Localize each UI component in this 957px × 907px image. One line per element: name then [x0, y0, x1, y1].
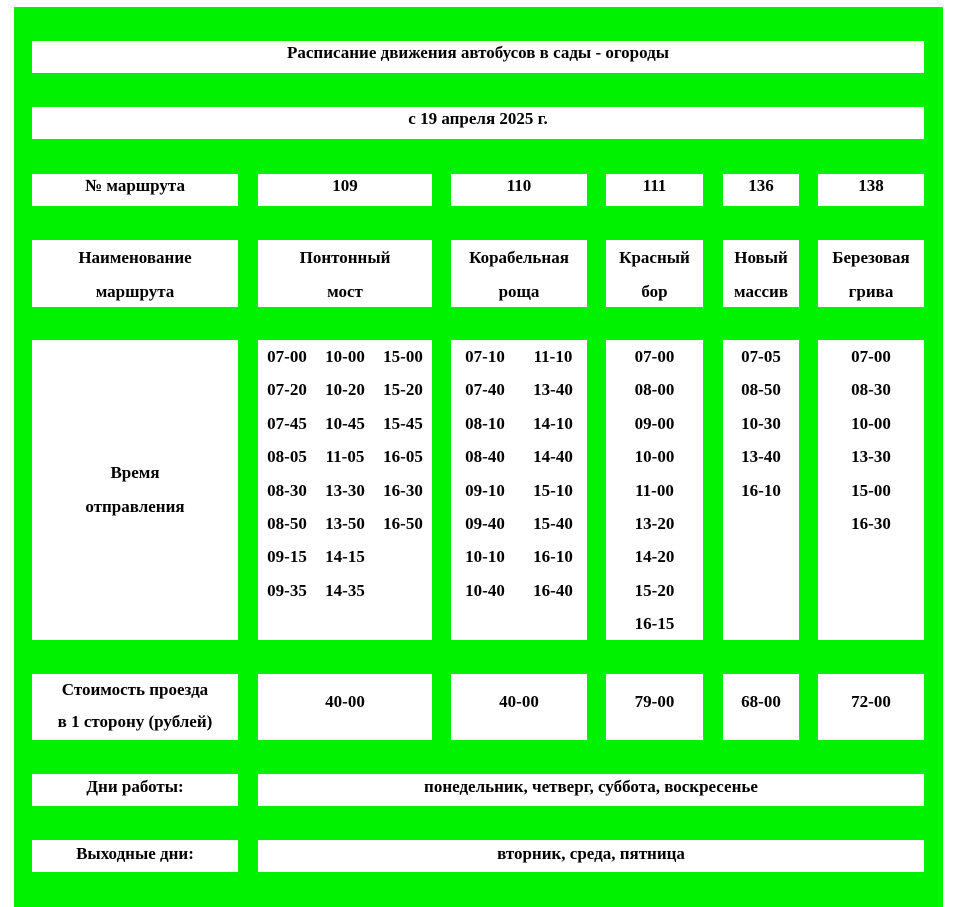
departure-time: 16-30: [383, 480, 423, 500]
times-109: [258, 340, 432, 640]
departure-time: 11-10: [533, 347, 573, 366]
route-name-138-line1: Березовая: [832, 248, 910, 267]
departure-time: 14-20: [634, 547, 675, 567]
departure-time: 16-40: [533, 580, 573, 600]
departure-time: 14-40: [533, 447, 573, 467]
departure-time: 10-30: [741, 413, 781, 433]
departure-header-line2: отправления: [85, 497, 185, 516]
departure-time: 10-00: [325, 347, 365, 366]
departure-time: 07-05: [741, 347, 781, 366]
departure-time: 15-10: [533, 480, 573, 500]
departure-time: 10-45: [325, 413, 365, 433]
departure-time: 09-10: [465, 480, 505, 500]
departure-header-line1: Время: [110, 463, 160, 482]
departure-time: 10-20: [325, 380, 365, 400]
departure-time: 10-10: [465, 547, 505, 567]
route-name-138: [818, 240, 924, 307]
route-number-110: 110: [451, 174, 587, 206]
route-name-110-line1: Корабельная: [469, 248, 569, 267]
page-title: Расписание движения автобусов в сады - огороды: [32, 41, 924, 73]
departure-time: 10-00: [851, 413, 891, 433]
departure-time: 09-40: [465, 514, 505, 534]
departure-time: 09-15: [267, 547, 307, 567]
route-name-header: [32, 240, 238, 307]
departure-time: 15-00: [383, 347, 423, 366]
route-name-109-line2: мост: [327, 282, 363, 301]
fare-110: 40-00: [451, 674, 587, 740]
departure-time: 14-15: [325, 547, 365, 567]
departure-time: 09-35: [267, 580, 307, 600]
departure-header: [32, 340, 238, 640]
route-number-111: 111: [606, 174, 703, 206]
departure-time: 07-20: [267, 380, 307, 400]
route-name-110-line2: роща: [498, 282, 540, 301]
departure-time: 15-20: [634, 580, 675, 600]
route-name-109: [258, 240, 432, 307]
times-111: [606, 340, 703, 640]
departure-time: 13-40: [533, 380, 573, 400]
departure-time: 16-10: [741, 480, 781, 500]
route-number-109: 109: [258, 174, 432, 206]
fare-111: 79-00: [606, 674, 703, 740]
departure-time: [374, 540, 432, 573]
departure-time: 13-40: [741, 447, 781, 467]
fare-header: [32, 674, 238, 740]
fare-136: 68-00: [723, 674, 799, 740]
departure-time: 15-45: [383, 413, 423, 433]
departure-time: 08-00: [634, 380, 675, 400]
departure-time: 13-30: [851, 447, 891, 467]
departure-time: 07-00: [267, 347, 307, 366]
schedule-date: с 19 апреля 2025 г.: [32, 107, 924, 139]
route-name-111-line2: бор: [641, 282, 668, 301]
days-off-label: Выходные дни:: [32, 840, 238, 872]
route-number-138: 138: [818, 174, 924, 206]
departure-time: 15-20: [383, 380, 423, 400]
departure-time: 15-00: [851, 480, 891, 500]
fare-109: 40-00: [258, 674, 432, 740]
times-136: [723, 340, 799, 640]
departure-time: 08-05: [267, 447, 307, 467]
departure-time: 16-50: [383, 514, 423, 534]
route-number-header: № маршрута: [32, 174, 238, 206]
departure-time: [374, 574, 432, 607]
departure-time: 08-10: [465, 413, 505, 433]
times-110: [451, 340, 587, 640]
departure-time: 11-05: [325, 447, 365, 467]
departure-time: 10-40: [465, 580, 505, 600]
departure-time: 11-00: [635, 480, 674, 500]
work-days-value: понедельник, четверг, суббота, воскресенье: [258, 774, 924, 806]
route-name-136: [723, 240, 799, 307]
days-off-value: вторник, среда, пятница: [258, 840, 924, 872]
departure-time: 14-35: [325, 580, 365, 600]
route-name-111-line1: Красный: [619, 248, 690, 267]
route-number-136: 136: [723, 174, 799, 206]
departure-time: 07-00: [851, 347, 891, 366]
departure-time: 07-45: [267, 413, 307, 433]
departure-time: 13-30: [325, 480, 365, 500]
departure-time: 08-40: [465, 447, 505, 467]
fare-header-line1: Стоимость проезда: [61, 680, 209, 699]
route-name-110: [451, 240, 587, 307]
fare-header-line2: в 1 сторону (рублей): [57, 712, 213, 731]
route-name-109-line1: Понтонный: [299, 248, 391, 267]
departure-time: 16-15: [634, 614, 675, 634]
departure-time: 16-10: [533, 547, 573, 567]
departure-time: 14-10: [533, 413, 573, 433]
departure-time: 08-30: [851, 380, 891, 400]
departure-time: 13-50: [325, 514, 365, 534]
departure-time: 13-20: [634, 514, 675, 534]
route-name-111: [606, 240, 703, 307]
departure-time: 16-30: [851, 514, 891, 534]
departure-time: 07-10: [465, 347, 505, 366]
departure-time: 08-30: [267, 480, 307, 500]
work-days-label: Дни работы:: [32, 774, 238, 806]
departure-time: 08-50: [267, 514, 307, 534]
fare-138: 72-00: [818, 674, 924, 740]
departure-time: 10-00: [634, 447, 675, 467]
route-name-header-line1: Наименование: [78, 248, 192, 267]
times-138: [818, 340, 924, 640]
departure-time: 07-00: [634, 347, 675, 366]
route-name-138-line2: грива: [848, 282, 894, 301]
departure-time: 16-05: [383, 447, 423, 467]
route-name-136-line2: массив: [733, 282, 789, 301]
departure-time: 15-40: [533, 514, 573, 534]
departure-time: 08-50: [741, 380, 781, 400]
departure-time: 07-40: [465, 380, 505, 400]
departure-time: 09-00: [634, 413, 675, 433]
route-name-header-line2: маршрута: [95, 282, 175, 301]
route-name-136-line1: Новый: [734, 248, 788, 267]
